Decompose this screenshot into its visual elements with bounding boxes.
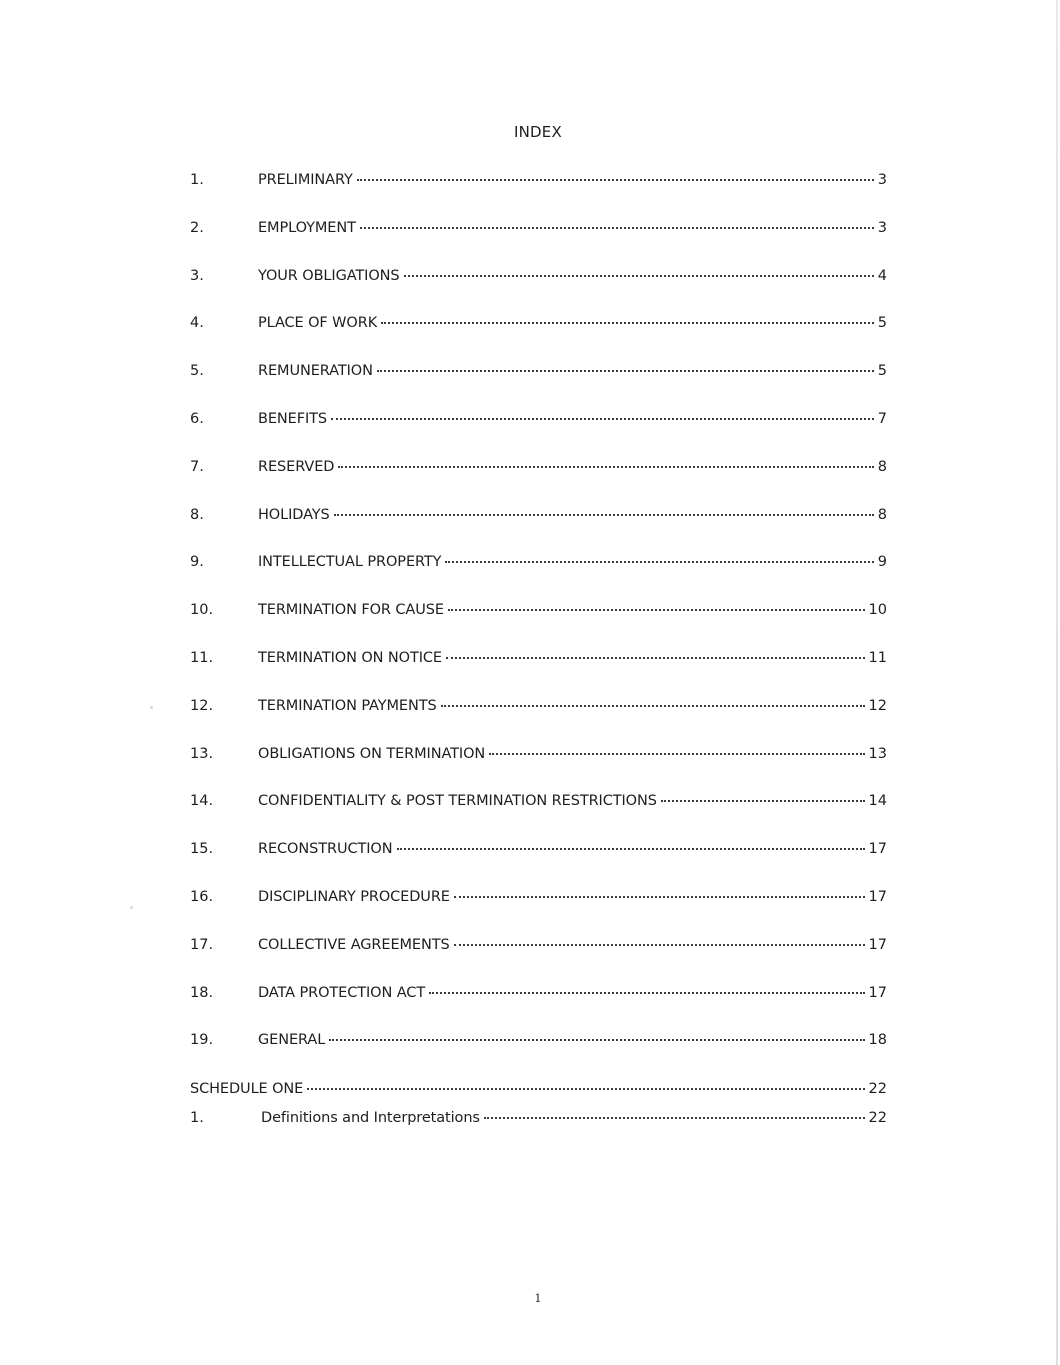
toc-entry-number: 11.	[190, 649, 214, 666]
toc-entry-number: 13.	[190, 745, 214, 762]
toc-entry-title: GENERAL	[258, 1032, 326, 1049]
dot-leader	[334, 514, 874, 516]
toc-entry[interactable]	[190, 266, 887, 314]
toc-entry-page: 4	[877, 267, 887, 284]
toc-entry-title: COLLECTIVE AGREEMENTS	[258, 936, 450, 953]
toc-entry-number: 3.	[190, 267, 204, 284]
toc-entry-number: 4.	[190, 315, 204, 332]
toc-entry[interactable]	[190, 744, 887, 792]
toc-entry-page: 9	[877, 554, 887, 571]
toc-entry[interactable]	[190, 983, 887, 1031]
toc-entry-title: INTELLECTUAL PROPERTY	[258, 554, 442, 571]
toc-entry-title: REMUNERATION	[258, 363, 373, 380]
toc-entry-number: 16.	[190, 888, 214, 905]
index-title: INDEX	[514, 123, 562, 141]
toc-entry-page: 17	[868, 936, 887, 953]
toc-entry-title: RECONSTRUCTION	[258, 841, 393, 858]
toc-entry-number: 10.	[190, 602, 214, 619]
toc-entry[interactable]	[190, 887, 887, 935]
schedule-heading: SCHEDULE ONE	[190, 1081, 304, 1097]
schedule-heading-entry[interactable]	[190, 1079, 887, 1108]
dot-leader	[397, 848, 865, 850]
dot-leader	[445, 561, 873, 563]
toc-entry-number: 5.	[190, 363, 204, 380]
toc-entry[interactable]	[190, 218, 887, 266]
schedule-sub-entry[interactable]	[190, 1108, 887, 1137]
schedule-heading-page: 22	[868, 1081, 887, 1097]
toc-entry-number: 6.	[190, 410, 204, 427]
toc-entry[interactable]	[190, 839, 887, 887]
toc-entry[interactable]	[190, 648, 887, 696]
toc-entry-title: CONFIDENTIALITY & POST TERMINATION RESTRICTIONS	[258, 793, 657, 810]
toc-entry-page: 12	[868, 697, 887, 714]
toc-entry-page: 5	[877, 315, 887, 332]
dot-leader	[404, 275, 874, 277]
schedule-section	[190, 1079, 887, 1137]
dot-leader	[307, 1088, 864, 1090]
dot-leader	[381, 322, 874, 324]
dot-leader	[661, 800, 865, 802]
toc-entry-title: BENEFITS	[258, 410, 327, 427]
dot-leader	[357, 179, 874, 181]
toc-entry[interactable]	[190, 791, 887, 839]
toc-entry-page: 3	[877, 219, 887, 236]
toc-entry-title: PRELIMINARY	[258, 172, 353, 188]
toc-entry[interactable]	[190, 457, 887, 505]
toc-entry-title: TERMINATION FOR CAUSE	[258, 602, 444, 619]
toc-entry-page: 14	[868, 793, 887, 810]
toc-entry-page: 10	[868, 602, 887, 619]
scan-speck	[130, 906, 133, 909]
toc-entry-title: DISCIPLINARY PROCEDURE	[258, 888, 450, 905]
toc-entry-number: 19.	[190, 1032, 214, 1049]
toc-entry-number: 7.	[190, 458, 204, 475]
schedule-sub-page: 22	[868, 1110, 887, 1126]
toc-entry[interactable]	[190, 696, 887, 744]
schedule-sub-number: 1.	[190, 1110, 204, 1126]
toc-entry-title: HOLIDAYS	[258, 506, 330, 523]
toc-entry-number: 17.	[190, 936, 214, 953]
toc-entry-number: 14.	[190, 793, 214, 810]
toc-entry-page: 17	[868, 888, 887, 905]
dot-leader	[448, 609, 865, 611]
dot-leader	[446, 657, 865, 659]
toc-entry[interactable]	[190, 170, 887, 218]
toc-entry-title: RESERVED	[258, 458, 335, 475]
dot-leader	[329, 1039, 864, 1041]
toc-entry-page: 5	[877, 363, 887, 380]
toc-entry-number: 1.	[190, 172, 204, 188]
dot-leader	[441, 705, 865, 707]
dot-leader	[360, 227, 874, 229]
schedule-sub-title: Definitions and Interpretations	[261, 1110, 480, 1126]
toc-entry-number: 15.	[190, 841, 214, 858]
toc-entry[interactable]	[190, 505, 887, 553]
toc-entry-page: 18	[868, 1032, 887, 1049]
toc-entry-number: 8.	[190, 506, 204, 523]
toc-entry-number: 18.	[190, 984, 214, 1001]
toc-entry-page: 7	[877, 410, 887, 427]
toc-entry-title: TERMINATION PAYMENTS	[258, 697, 437, 714]
dot-leader	[377, 370, 874, 372]
dot-leader	[454, 944, 865, 946]
dot-leader	[484, 1117, 865, 1119]
page-edge-shadow	[1056, 0, 1058, 1365]
toc-entry-number: 9.	[190, 554, 204, 571]
toc-entry-page: 17	[868, 841, 887, 858]
toc-entry[interactable]	[190, 313, 887, 361]
toc-entry-page: 8	[877, 458, 887, 475]
toc-entry[interactable]	[190, 935, 887, 983]
toc-entry-page: 11	[868, 649, 887, 666]
dot-leader	[429, 992, 864, 994]
toc-entry[interactable]	[190, 552, 887, 600]
toc-entry-title: OBLIGATIONS ON TERMINATION	[258, 745, 486, 762]
table-of-contents	[190, 170, 887, 1078]
dot-leader	[489, 753, 864, 755]
dot-leader	[338, 466, 873, 468]
toc-entry-title: TERMINATION ON NOTICE	[258, 649, 442, 666]
dot-leader	[454, 896, 865, 898]
toc-entry-title: PLACE OF WORK	[258, 315, 378, 332]
dot-leader	[331, 418, 874, 420]
toc-entry-title: EMPLOYMENT	[258, 219, 356, 236]
toc-entry-title: YOUR OBLIGATIONS	[258, 267, 400, 284]
toc-entry-title: DATA PROTECTION ACT	[258, 984, 426, 1001]
toc-entry-page: 3	[877, 172, 887, 188]
toc-entry-number: 2.	[190, 219, 204, 236]
toc-entry-page: 13	[868, 745, 887, 762]
scan-speck	[150, 706, 153, 709]
toc-entry-page: 17	[868, 984, 887, 1001]
page-number: 1	[534, 1292, 542, 1305]
toc-entry[interactable]	[190, 409, 887, 457]
toc-entry-page: 8	[877, 506, 887, 523]
toc-entry[interactable]	[190, 600, 887, 648]
toc-entry[interactable]	[190, 1030, 887, 1078]
toc-entry-number: 12.	[190, 697, 214, 714]
toc-entry[interactable]	[190, 361, 887, 409]
